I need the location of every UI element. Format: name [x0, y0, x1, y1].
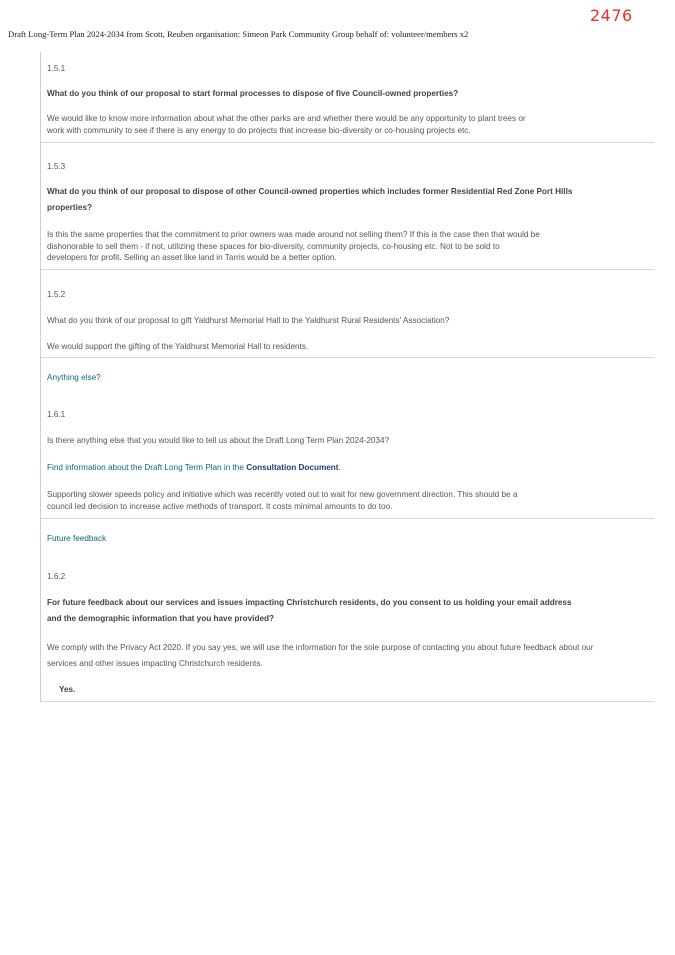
future-feedback-heading: Future feedback	[47, 534, 107, 543]
answer-line: Supporting slower speeds policy and initiative which was recently voted out to wait for new government direction. This should be a	[47, 490, 518, 499]
question-line: properties?	[47, 203, 93, 212]
answer-line: council led decision to increase active methods of transport. It costs minimal amounts to do too.	[47, 501, 393, 511]
page-number: 2476	[590, 6, 633, 25]
answer-1-5-2: We would support the gifting of the Yaldhurst Memorial Hall to residents.	[47, 342, 309, 351]
info-line: We comply with the Privacy Act 2020. If you say yes, we will use the information for the sole purpose of contacting you about future feedback about our	[47, 643, 594, 652]
divider	[41, 701, 654, 702]
divider	[41, 142, 654, 143]
section-id-1-5-2: 1.5.2	[47, 290, 66, 299]
section-id-1-5-3: 1.5.3	[47, 162, 66, 171]
question-line: For future feedback about our services and issues impacting Christchurch residents, do you consent to us holding your email address	[47, 598, 572, 607]
info-line: services and other issues impacting Christchurch residents.	[47, 659, 263, 668]
question-1-5-1: What do you think of our proposal to start formal processes to dispose of five Council-owned properties?	[47, 89, 459, 98]
divider	[41, 357, 654, 358]
question-1-5-3	[47, 184, 654, 216]
document-header: Draft Long-Term Plan 2024-2034 from Scott, Reuben organisation: Simeon Park Community Group behalf of: volunteer/members x2	[8, 29, 469, 39]
divider	[41, 269, 654, 270]
anything-else-heading: Anything else?	[47, 373, 101, 382]
consent-answer: Yes.	[59, 685, 76, 694]
answer-line: developers for profit. Selling an asset like land in Tarris would be a better option.	[47, 253, 337, 262]
section-id-1-6-1: 1.6.1	[47, 410, 66, 419]
answer-line: We would like to know more information about what the other parks are and whether there would be any opportunity to plant trees or	[47, 114, 526, 123]
question-1-6-2	[47, 595, 654, 627]
answer-line: dishonorable to sell them - if not, utilizing these spaces for bio-diversity, community projects, co-housing etc. Not to be sold to	[47, 241, 500, 251]
answer-line: work with community to see if there is any energy to do projects that increase bio-diversity or co-housing projects etc.	[47, 125, 471, 135]
question-1-6-1: Is there anything else that you would like to tell us about the Draft Long Term Plan 2024-2034?	[47, 436, 390, 445]
consultation-document-link[interactable]: Consultation Document	[246, 463, 339, 472]
divider	[41, 518, 654, 519]
submission-content	[40, 52, 654, 702]
answer-1-6-1	[47, 489, 607, 512]
question-line: and the demographic information that you have provided?	[47, 614, 274, 623]
section-id-1-5-1: 1.5.1	[47, 64, 66, 73]
answer-1-5-1	[47, 113, 607, 136]
consultation-info	[47, 463, 341, 472]
answer-line: Is this the same properties that the commitment to prior owners was made around not selling them? If this is the case then that would be	[47, 230, 540, 239]
answer-1-5-3	[47, 229, 607, 264]
question-1-5-2: What do you think of our proposal to gift Yaldhurst Memorial Hall to the Yaldhurst Rural Residents' Association?	[47, 316, 450, 325]
info-text-end: .	[338, 463, 341, 472]
section-id-1-6-2: 1.6.2	[47, 572, 66, 581]
privacy-info	[47, 640, 654, 672]
info-text: Find information about the Draft Long Term Plan in the	[47, 463, 247, 472]
question-line: What do you think of our proposal to dispose of other Council-owned properties which includes former Residential Red Zone Port Hills	[47, 187, 573, 196]
